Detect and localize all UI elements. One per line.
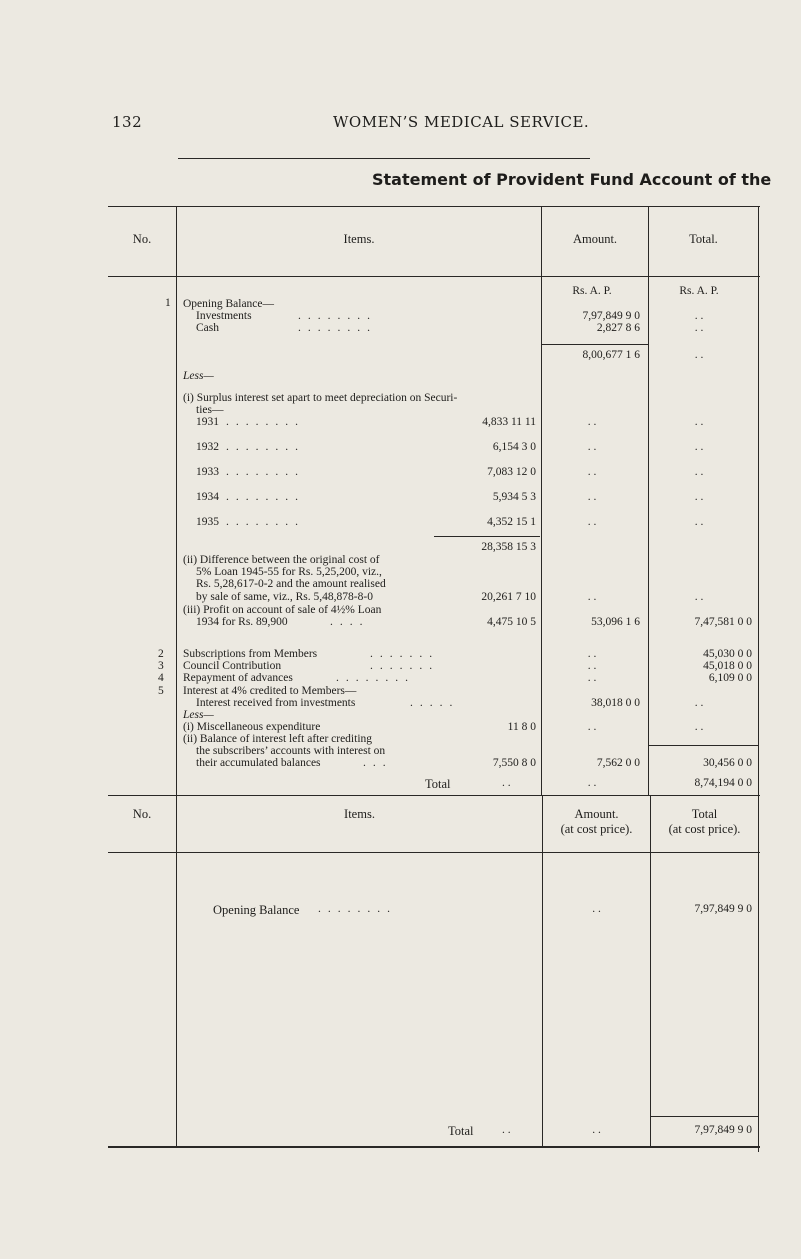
year-1933-amount: 7,083 12 0 <box>487 466 536 478</box>
opening-balance-label: Opening Balance— <box>183 298 275 310</box>
interest-received-label: Interest received from investments <box>196 697 356 709</box>
leader-dots: ........ <box>298 310 377 322</box>
statement-title: Statement of Provident Fund Account of the <box>372 170 772 189</box>
ellipsis: . . <box>587 491 597 503</box>
council-label: Council Contribution <box>183 660 282 672</box>
less-label: Less— <box>183 370 214 382</box>
header-items: Items. <box>343 232 375 246</box>
interest-received-amount: 38,018 0 0 <box>591 697 640 709</box>
ellipsis: . . <box>587 721 597 733</box>
cash-label: Cash <box>196 322 219 334</box>
header-no: No. <box>132 232 152 246</box>
balance-text-1: (ii) Balance of interest left after crediting <box>183 733 373 745</box>
leader-dots: . . <box>502 777 511 789</box>
t2-header-items: Items. <box>344 807 375 821</box>
ellipsis: . . <box>694 491 704 503</box>
leader-dots: ....... <box>370 660 440 672</box>
cash-amount: 2,827 8 6 <box>596 322 640 334</box>
less-label-2: Less— <box>183 709 214 721</box>
leader-dots: ....... <box>370 648 440 660</box>
ellipsis: . . <box>694 349 704 361</box>
leader-dots: ........ <box>226 466 305 478</box>
t2-divider-amount <box>542 796 543 1146</box>
grand-total: 8,74,194 0 0 <box>694 777 752 789</box>
t2-header-amount-2: (at cost price). <box>560 822 633 836</box>
t2-divider-total <box>650 796 651 1146</box>
profit-text-2: 1934 for Rs. 89,900 <box>196 616 288 628</box>
leader-dots: .... <box>330 616 370 628</box>
investments-label: Investments <box>196 310 252 322</box>
ellipsis: . . <box>694 322 704 334</box>
investments-amount: 7,97,849 9 0 <box>582 310 640 322</box>
balance-amount: 7,550 8 0 <box>492 757 536 769</box>
t2-opening-total: 7,97,849 9 0 <box>694 903 752 915</box>
ellipsis: . . <box>694 697 704 709</box>
row4-no: 4 <box>158 672 164 684</box>
total-label: Total <box>425 777 451 791</box>
surplus-interest-text-2: ties— <box>196 404 224 416</box>
ellipsis: . . <box>587 777 597 789</box>
page-number: 132 <box>112 113 143 131</box>
currency-total: Rs. A. P. <box>679 285 719 297</box>
ellipsis: . . <box>587 416 597 428</box>
rule-top-short <box>178 158 590 159</box>
year-1934-amount: 5,934 5 3 <box>492 491 536 503</box>
leader-dots: ........ <box>318 903 397 915</box>
table2-header-rule <box>108 852 760 853</box>
ellipsis: . . <box>587 672 597 684</box>
balance-text-3: their accumulated balances <box>196 757 321 769</box>
repayment-total: 6,109 0 0 <box>708 672 752 684</box>
profit-amount: 4,475 10 5 <box>487 616 536 628</box>
ellipsis: . . <box>694 466 704 478</box>
subscriptions-total: 45,030 0 0 <box>703 648 752 660</box>
row5-no: 5 <box>158 685 164 697</box>
ellipsis: . . <box>694 416 704 428</box>
t2-opening-label: Opening Balance <box>213 903 300 917</box>
misc-expenditure-label: (i) Miscellaneous expenditure <box>183 721 321 733</box>
table1-top-rule <box>108 206 760 207</box>
ellipsis: . . <box>592 1124 601 1136</box>
table1-header-rule <box>108 276 760 277</box>
header-total: Total. <box>689 232 718 246</box>
row1-no: 1 <box>165 297 171 309</box>
interest-label: Interest at 4% credited to Members— <box>183 685 357 697</box>
leader-dots: ... <box>363 757 393 769</box>
ellipsis: . . <box>587 648 597 660</box>
difference-amount: 20,261 7 10 <box>481 591 536 603</box>
interest-less-total: 7,562 0 0 <box>596 757 640 769</box>
leader-dots: ........ <box>226 491 305 503</box>
net-total-rule <box>648 745 758 746</box>
ellipsis: . . <box>587 466 597 478</box>
leader-dots: ........ <box>298 322 377 334</box>
ellipsis: . . <box>587 516 597 528</box>
t2-header-total-2: (at cost price). <box>668 822 741 836</box>
t2-header-no: No. <box>132 807 152 821</box>
net-opening-total: 7,47,581 0 0 <box>694 616 752 628</box>
leader-dots: ........ <box>226 416 305 428</box>
repayment-label: Repayment of advances <box>183 672 293 684</box>
ellipsis: . . <box>694 591 704 603</box>
year-1932-amount: 6,154 3 0 <box>492 441 536 453</box>
council-total: 45,018 0 0 <box>703 660 752 672</box>
less-total: 53,096 1 6 <box>591 616 640 628</box>
year-1935: 1935 <box>196 516 219 528</box>
difference-text-1: (ii) Difference between the original cost of <box>183 554 380 566</box>
year-1931-amount: 4,833 11 11 <box>482 416 536 428</box>
leader-dots: ..... <box>410 697 460 709</box>
opening-subtotal: 8,00,677 1 6 <box>582 349 640 361</box>
t2-header-amount-1: Amount. <box>574 807 619 821</box>
interest-net-total: 30,456 0 0 <box>703 757 752 769</box>
years-total-rule <box>434 536 540 537</box>
t2-header-total-1: Total <box>691 807 718 821</box>
difference-text-4: by sale of same, viz., Rs. 5,48,878-8-0 <box>196 591 373 603</box>
year-1932: 1932 <box>196 441 219 453</box>
subtotal-rule <box>542 344 648 345</box>
row2-no: 2 <box>158 648 164 660</box>
t2-total-label: Total <box>448 1124 474 1138</box>
t2-grand-total: 7,97,849 9 0 <box>694 1124 752 1136</box>
year-1933: 1933 <box>196 466 219 478</box>
ellipsis: . . <box>587 591 597 603</box>
ellipsis: . . <box>587 660 597 672</box>
leader-dots: ........ <box>336 672 415 684</box>
ellipsis: . . <box>587 441 597 453</box>
year-1934: 1934 <box>196 491 219 503</box>
balance-text-2: the subscribers’ accounts with interest on <box>196 745 386 757</box>
running-head: WOMEN’S MEDICAL SERVICE. <box>333 113 590 131</box>
ellipsis: . . <box>694 441 704 453</box>
ellipsis: . . <box>694 516 704 528</box>
profit-text-1: (iii) Profit on account of sale of 4½% Loan <box>183 604 382 616</box>
leader-dots: ........ <box>226 516 305 528</box>
ellipsis: . . <box>694 721 704 733</box>
difference-text-2: 5% Loan 1945-55 for Rs. 5,25,200, viz., <box>196 566 382 578</box>
table1-bottom-rule <box>108 795 760 796</box>
misc-expenditure-amount: 11 8 0 <box>507 721 536 733</box>
year-1935-amount: 4,352 15 1 <box>487 516 536 528</box>
ellipsis: . . <box>694 310 704 322</box>
surplus-interest-text: (i) Surplus interest set apart to meet depreciation on Securi- <box>183 392 458 404</box>
t2-total-rule <box>651 1116 758 1117</box>
years-total: 28,358 15 3 <box>481 541 536 553</box>
leader-dots: ........ <box>226 441 305 453</box>
subscriptions-label: Subscriptions from Members <box>183 648 318 660</box>
ellipsis: . . <box>592 903 601 915</box>
row3-no: 3 <box>158 660 164 672</box>
leader-dots: . . <box>502 1124 511 1136</box>
col-divider-no <box>176 206 177 1146</box>
col-divider-right <box>758 206 759 1152</box>
difference-text-3: Rs. 5,28,617-0-2 and the amount realised <box>196 578 386 590</box>
table2-bottom-rule <box>108 1146 760 1148</box>
year-1931: 1931 <box>196 416 219 428</box>
currency-amount: Rs. A. P. <box>572 285 612 297</box>
header-amount: Amount. <box>572 232 618 246</box>
